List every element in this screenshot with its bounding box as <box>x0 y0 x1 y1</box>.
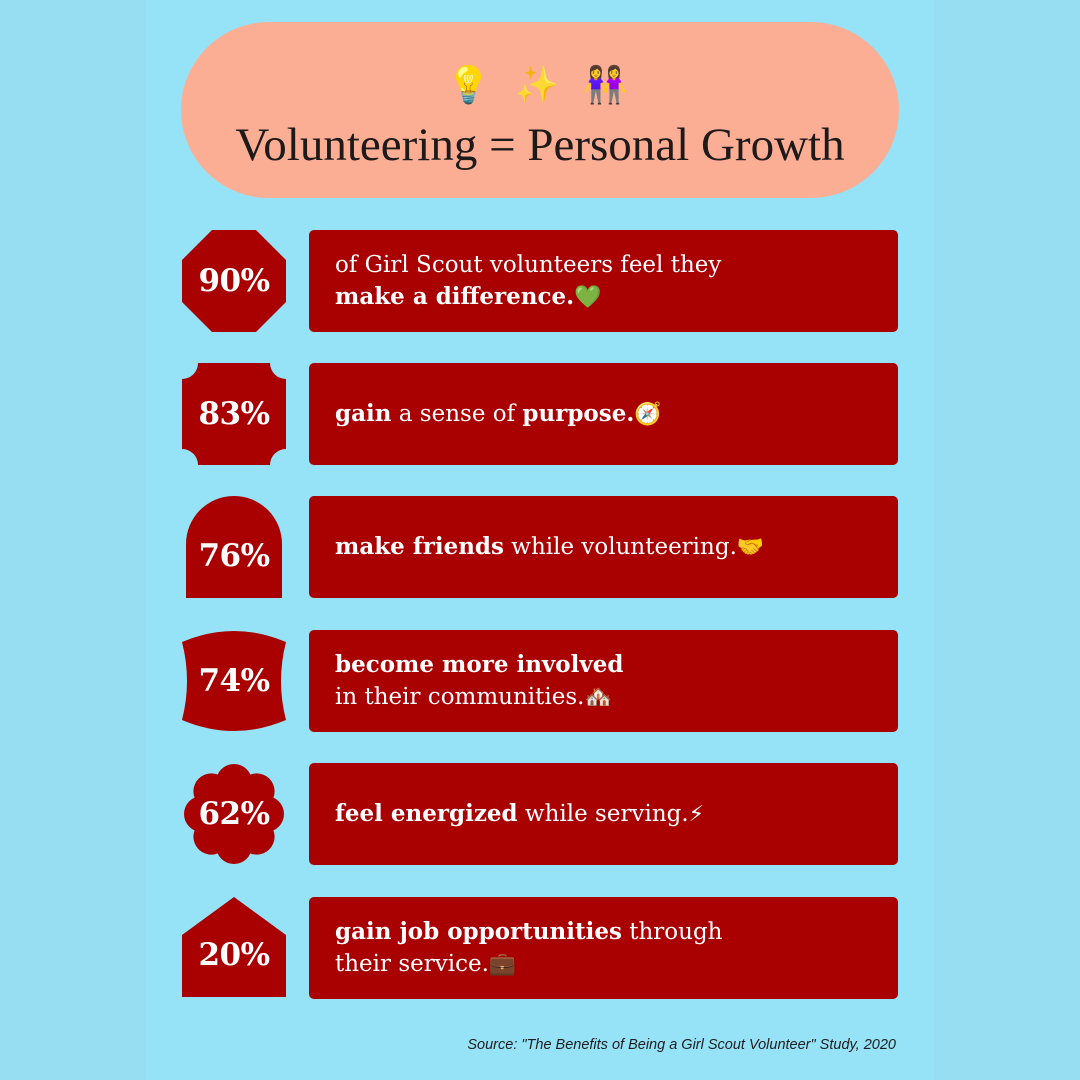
stat-badge-arch <box>182 496 286 598</box>
stat-emoji-icon: 🤝 <box>736 534 765 560</box>
stat-text-bold: gain job opportunities <box>335 917 622 945</box>
stat-emoji-icon: 🏘️ <box>584 684 612 710</box>
stat-text: in their communities. <box>335 683 585 710</box>
stat-card <box>309 630 898 732</box>
stat-text: while volunteering. <box>503 533 737 560</box>
stat-badge-house <box>182 897 286 999</box>
stat-text: through <box>621 918 723 945</box>
stat-text-bold: gain <box>335 399 392 427</box>
lightbulb-icon: 💡 <box>446 65 498 106</box>
stat-line-2 <box>335 281 898 314</box>
stat-badge-scalloped <box>182 363 286 465</box>
source-citation: Source: "The Benefits of Being a Girl Scout Volunteer" Study, 2020 <box>467 1037 896 1053</box>
stat-line-1 <box>335 249 898 281</box>
stat-line-1 <box>335 398 898 431</box>
stat-emoji-icon: 💼 <box>488 951 517 977</box>
stat-text-bold: make friends <box>335 532 504 560</box>
sparkles-icon: ✨ <box>514 65 566 106</box>
stat-percent: 74% <box>198 663 270 699</box>
stat-text: their service. <box>335 950 489 977</box>
title-banner <box>181 22 899 198</box>
stat-line-1 <box>335 916 898 948</box>
stat-line-2 <box>335 948 898 981</box>
stat-row <box>0 763 1080 865</box>
stat-percent: 90% <box>198 263 270 299</box>
stat-text-bold: make a difference. <box>335 282 575 310</box>
stat-text: of Girl Scout volunteers feel they <box>335 251 722 278</box>
stat-text: while serving. <box>517 800 689 827</box>
stat-percent: 83% <box>198 396 270 432</box>
stat-card <box>309 496 898 598</box>
stat-card <box>309 897 898 999</box>
stat-card <box>309 230 898 332</box>
stat-badge-curved <box>182 630 286 732</box>
stat-percent: 62% <box>198 796 270 832</box>
stat-text-bold: purpose. <box>522 399 635 427</box>
page-title: Volunteering = Personal Growth <box>235 119 845 171</box>
stat-row <box>0 363 1080 465</box>
stat-text-bold: feel energized <box>335 799 518 827</box>
stat-row <box>0 230 1080 332</box>
stat-row <box>0 897 1080 999</box>
stat-percent: 20% <box>198 937 270 973</box>
stat-line-1 <box>335 531 898 564</box>
stat-text: a sense of <box>391 400 523 427</box>
stat-line-1 <box>335 649 898 681</box>
stat-row <box>0 496 1080 598</box>
stat-text-bold: become more involved <box>335 650 624 678</box>
stat-badge-octagon <box>182 230 286 332</box>
stat-emoji-icon: 💚 <box>574 284 602 310</box>
stat-percent: 76% <box>198 538 270 574</box>
stat-badge-flower <box>182 763 286 865</box>
header-emoji-row <box>181 65 899 106</box>
stat-line-1 <box>335 798 898 831</box>
stat-row <box>0 630 1080 732</box>
two-women-icon: 👭 <box>582 65 634 106</box>
stat-emoji-icon: 🧭 <box>634 401 662 427</box>
stat-card <box>309 763 898 865</box>
stat-card <box>309 363 898 465</box>
stat-line-2 <box>335 681 898 714</box>
stat-emoji-icon: ⚡ <box>688 801 705 827</box>
